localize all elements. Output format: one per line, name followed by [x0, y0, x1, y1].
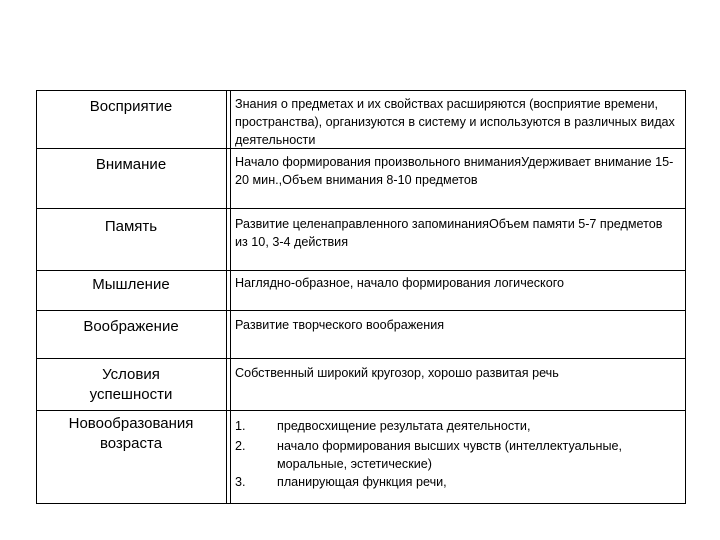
table-row-perception: [37, 91, 685, 149]
table-row-success-conditions: [37, 359, 685, 411]
list-item-number: 3.: [235, 475, 246, 489]
row-label: Новообразования возраста: [68, 415, 194, 452]
list-item-number: 1.: [235, 419, 246, 433]
row-label: Условия успешности: [89, 366, 173, 403]
list-item-text: предвосхищение результата деятельности,: [277, 419, 531, 433]
table-row-thinking: [37, 271, 685, 311]
table-row-memory: [37, 209, 685, 271]
row-label: Внимание: [95, 156, 167, 173]
row-value-list: [235, 417, 677, 503]
row-label: Мышление: [92, 276, 170, 293]
list-item-text: планирующая функция речи,: [277, 475, 447, 489]
row-label: Память: [104, 218, 158, 235]
table-row-age-neoformations: [37, 411, 685, 505]
row-value: Собственный широкий кругозор, хорошо развитая речь: [235, 366, 559, 380]
list-item-text: начало формирования высших чувств (интеллектуальные, моральные, эстетические): [277, 439, 623, 471]
row-value: Начало формирования произвольного вниманияУдерживает внимание 15-20 мин.,Объем внимания 8-10 предметов: [235, 155, 674, 187]
row-value: Развитие творческого воображения: [235, 318, 445, 332]
row-value: Развитие целенаправленного запоминанияОбъем памяти 5-7 предметов из 10, 3-4 действия: [235, 217, 663, 249]
row-value: Знания о предметах и их свойствах расширяются (восприятие времени, пространства), организуются в систему и используются в различных видах деятельности: [235, 97, 675, 147]
psychology-table: [36, 90, 686, 504]
table-row-attention: [37, 149, 685, 209]
row-label: Воображение: [83, 318, 179, 335]
row-label: Восприятие: [89, 98, 173, 115]
table-row-imagination: [37, 311, 685, 359]
list-item-number: 2.: [235, 439, 246, 453]
row-value: Наглядно-образное, начало формирования логического: [235, 276, 565, 290]
